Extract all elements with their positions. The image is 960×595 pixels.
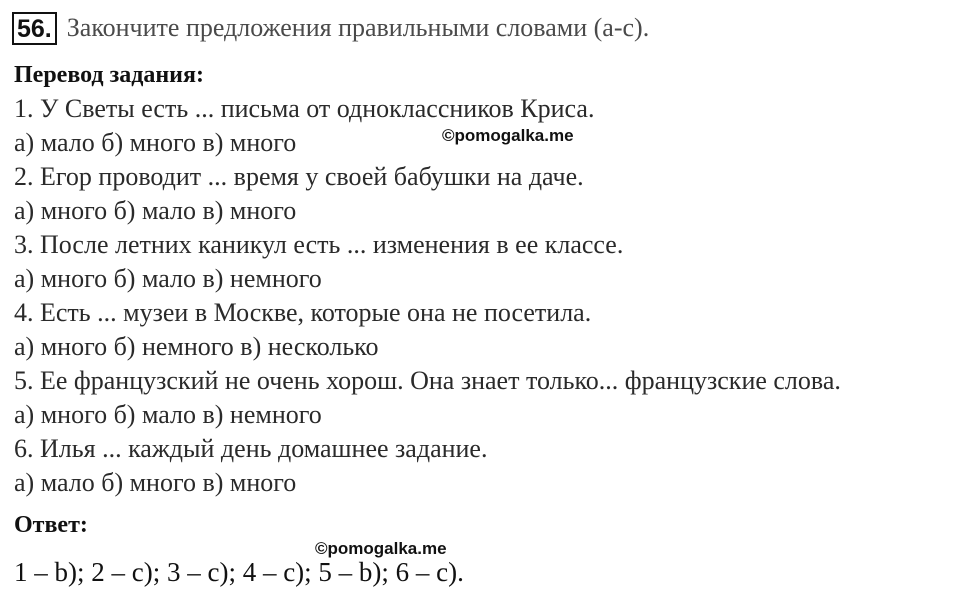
answer-text: 1 – b); 2 – c); 3 – c); 4 – c); 5 – b); 6 – c). — [14, 557, 464, 587]
options-1: а) мало б) много в) много — [14, 128, 297, 157]
task-instruction: Закончите предложения правильными словами (a-c). — [66, 13, 650, 42]
question-6: 6. Илья ... каждый день домашнее задание. — [14, 434, 488, 463]
watermark-bottom: ©pomogalka.me — [315, 539, 447, 558]
translation-title: Перевод задания: — [14, 62, 204, 88]
options-2: а) много б) мало в) много — [14, 196, 297, 225]
options-3: а) много б) мало в) немного — [14, 264, 322, 293]
options-6: а) мало б) много в) много — [14, 468, 297, 497]
question-3: 3. После летних каникул есть ... изменения в ее классе. — [14, 230, 624, 259]
question-5: 5. Ее французский не очень хорош. Она знает только... французские слова. — [14, 366, 841, 395]
question-4: 4. Есть ... музеи в Москве, которые она не посетила. — [14, 298, 592, 327]
question-2: 2. Егор проводит ... время у своей бабушки на даче. — [14, 162, 584, 191]
question-1: 1. У Светы есть ... письма от одноклассников Криса. — [14, 94, 595, 123]
options-4: а) много б) немного в) несколько — [14, 332, 379, 361]
task-number: 56. — [12, 12, 57, 45]
task-header — [12, 10, 649, 46]
options-5: а) много б) мало в) немного — [14, 400, 322, 429]
watermark-top: ©pomogalka.me — [442, 126, 574, 145]
answer-title: Ответ: — [14, 512, 88, 538]
